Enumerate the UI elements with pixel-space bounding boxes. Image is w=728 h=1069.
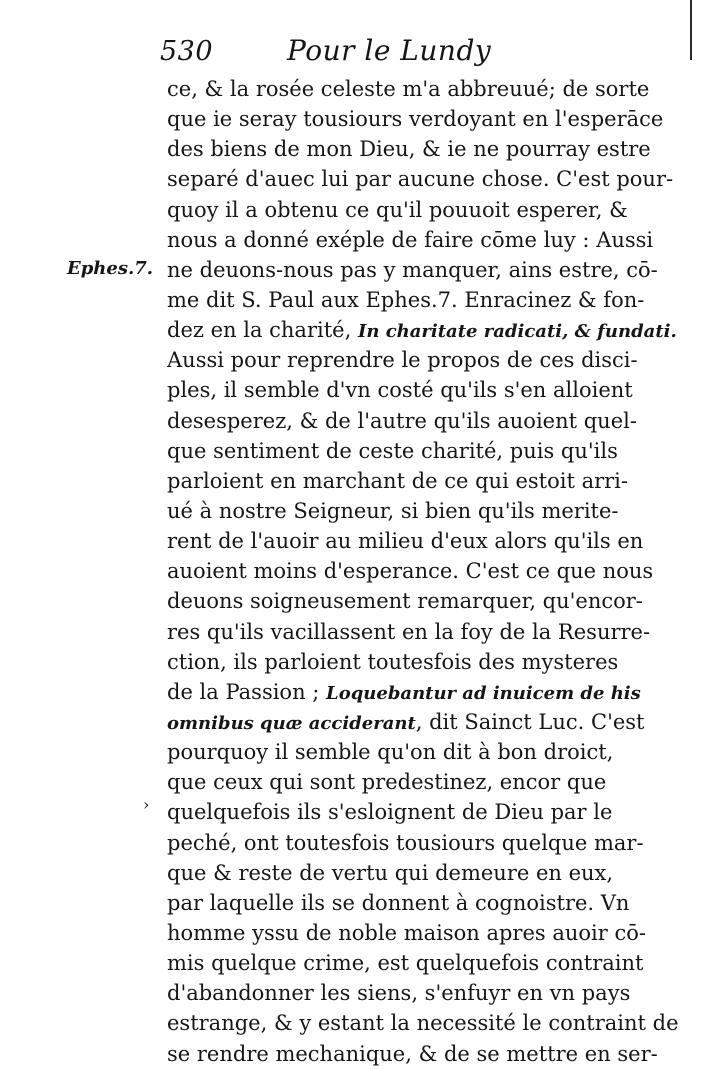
text-segment: pourquoy il semble qu'on dit à bon droict, bbox=[167, 740, 614, 765]
text-line bbox=[167, 586, 643, 616]
text-line bbox=[167, 496, 619, 526]
binding-edge-line bbox=[690, 0, 692, 60]
text-line bbox=[167, 74, 650, 104]
text-segment: des biens de mon Dieu, & ie ne pourray estre bbox=[167, 137, 651, 162]
text-segment: par laquelle ils se donnent à cognoistre. Vn bbox=[167, 890, 630, 915]
text-line bbox=[167, 1039, 658, 1069]
text-segment: ples, il semble d'vn costé qu'ils s'en alloient bbox=[167, 378, 633, 403]
text-line bbox=[167, 345, 638, 375]
text-line bbox=[167, 828, 644, 858]
text-segment: auoient moins d'esperance. C'est ce que nous bbox=[167, 559, 654, 584]
text-segment: que sentiment de ceste charité, puis qu'ils bbox=[167, 438, 618, 463]
text-line bbox=[167, 617, 651, 647]
text-line bbox=[167, 436, 618, 466]
text-segment: de la Passion ; bbox=[167, 679, 327, 704]
text-segment: ué à nostre Seigneur, si bien qu'ils merite- bbox=[167, 498, 619, 523]
text-segment: mis quelque crime, est quelquefois contraint bbox=[167, 951, 644, 976]
running-title: Pour le Lundy bbox=[287, 34, 492, 67]
text-segment: quoy il a obtenu ce qu'il pouuoit esperer, & bbox=[167, 197, 628, 222]
text-segment: res qu'ils vacillassent en la foy de la Resurre- bbox=[167, 619, 651, 644]
text-segment: se rendre mechanique, & de se mettre en ser- bbox=[167, 1041, 658, 1066]
text-line bbox=[167, 195, 628, 225]
text-segment: dez en la charité, bbox=[167, 318, 358, 343]
text-line bbox=[167, 466, 628, 496]
text-line bbox=[167, 767, 607, 797]
text-segment: Aussi pour reprendre le propos de ces disci- bbox=[167, 348, 638, 373]
page-number: 530 bbox=[160, 36, 214, 67]
text-line bbox=[167, 526, 644, 556]
text-line bbox=[167, 918, 646, 948]
text-segment: que ie seray tousiours verdoyant en l'esperāce bbox=[167, 107, 664, 132]
text-segment: separé d'auec lui par aucune chose. C'est pour- bbox=[167, 167, 674, 192]
text-segment: que & reste de vertu qui demeure en eux, bbox=[167, 860, 614, 885]
text-line bbox=[167, 285, 645, 315]
text-segment: rent de l'auoir au milieu d'eux alors qu'ils en bbox=[167, 529, 644, 554]
text-line bbox=[167, 134, 651, 164]
text-line bbox=[167, 315, 677, 345]
text-segment: ne deuons-nous pas y manquer, ains estre, cō- bbox=[167, 257, 658, 282]
text-segment: que ceux qui sont predestinez, encor que bbox=[167, 770, 607, 795]
text-line bbox=[167, 375, 633, 405]
text-line bbox=[167, 888, 630, 918]
text-line bbox=[167, 255, 658, 285]
text-segment: deuons soigneusement remarquer, qu'encor- bbox=[167, 589, 643, 614]
italic-latin-quote: Loquebantur ad inuicem de his bbox=[326, 682, 641, 704]
text-segment: desesperez, & de l'autre qu'ils auoient quel- bbox=[167, 408, 637, 433]
text-line bbox=[167, 948, 644, 978]
text-segment: peché, ont toutesfois tousiours quelque mar- bbox=[167, 830, 644, 855]
text-line bbox=[167, 225, 654, 255]
text-segment: nous a donné exéple de faire cōme luy : Aussi bbox=[167, 227, 654, 252]
text-segment: me dit S. Paul aux Ephes.7. Enracinez & fon- bbox=[167, 287, 645, 312]
italic-latin-quote: omnibus quæ acciderant bbox=[167, 712, 416, 734]
text-segment: quelquefois ils s'esloignent de Dieu par le bbox=[167, 800, 613, 825]
text-line bbox=[167, 164, 674, 194]
text-line bbox=[167, 1008, 679, 1038]
text-segment: estrange, & y estant la necessité le contraint de bbox=[167, 1011, 679, 1036]
text-line bbox=[167, 556, 654, 586]
italic-latin-quote: In charitate radicati, & fundati. bbox=[357, 321, 677, 343]
text-line bbox=[167, 707, 645, 737]
text-line bbox=[167, 406, 637, 436]
body-text bbox=[167, 74, 679, 1069]
text-segment: parloient en marchant de ce qui estoit arri- bbox=[167, 468, 628, 493]
margin-mark: › bbox=[143, 795, 150, 814]
margin-note: Ephes.7. bbox=[67, 258, 154, 279]
text-line bbox=[167, 797, 613, 827]
text-line bbox=[167, 647, 619, 677]
text-segment: ction, ils parloient toutesfois des mysteres bbox=[167, 649, 619, 674]
text-line bbox=[167, 677, 641, 707]
text-line bbox=[167, 978, 631, 1008]
text-line bbox=[167, 737, 614, 767]
text-segment: d'abandonner les siens, s'enfuyr en vn pays bbox=[167, 981, 631, 1006]
text-segment: homme yssu de noble maison apres auoir cō- bbox=[167, 920, 646, 945]
text-line bbox=[167, 858, 614, 888]
text-segment: , dit Sainct Luc. C'est bbox=[415, 709, 645, 734]
text-line bbox=[167, 104, 664, 134]
text-segment: ce, & la rosée celeste m'a abbreuué; de sorte bbox=[167, 77, 650, 101]
